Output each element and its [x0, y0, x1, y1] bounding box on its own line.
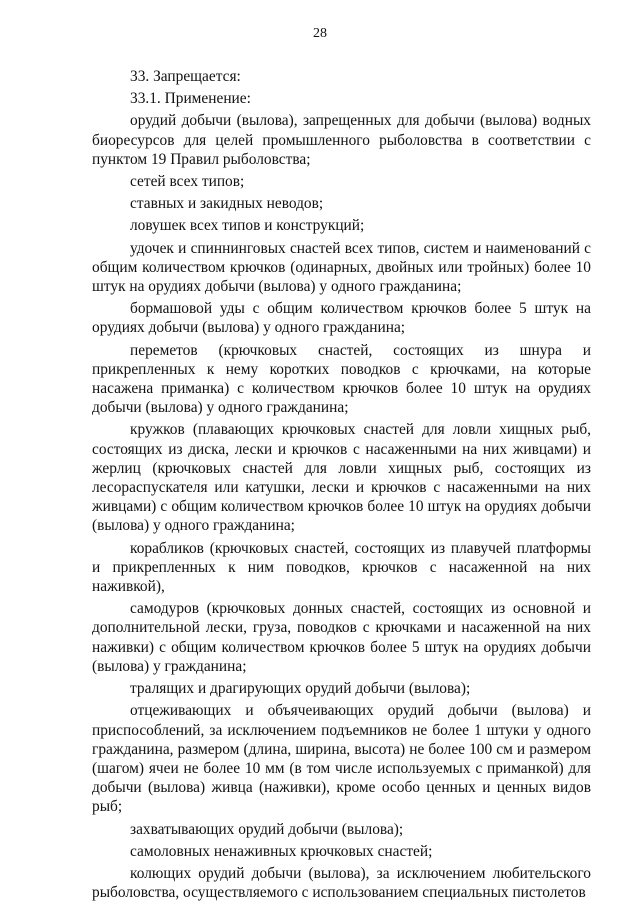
page-number: 28 [313, 26, 327, 41]
paragraph: отцеживающих и объячеивающих орудий добычи (вылова) и приспособлений, за исключением подъемников не более 1 штуки у одного гражданина, размером (длина, ширина, высота) не более 100 см и размером (шагом) ячеи не более 10 мм (в том числе используемых с приманкой) для добычи (вылова) живца (наживки), кроме особо ценных и ценных видов рыб; [92, 702, 591, 816]
paragraph: сетей всех типов; [130, 173, 245, 191]
paragraph: орудий добычи (вылова), запрещенных для добычи (вылова) водных биоресурсов для целей промышленного рыболовства в соответствии с пунктом 19 Правил рыболовства; [92, 112, 591, 168]
paragraph: самодуров (крючковых донных снастей, состоящих из основной и дополнительной лески, груза, поводков с крючками и насаженной на них наживки) с общим количеством крючков более 5 штук на орудиях добычи (вылова) у гражданина; [92, 600, 591, 675]
document-body [92, 67, 591, 902]
paragraph: ставных и закидных неводов; [130, 195, 324, 213]
paragraph: удочек и спиннинговых снастей всех типов, систем и наименований с общим количеством крючков (одинарных, двойных или тройных) более 10 штук на орудиях добычи (вылова) у одного гражданина; [92, 239, 591, 296]
subsection-heading-33-1: 33.1. Применение: [130, 90, 251, 108]
section-heading-33: 33. Запрещается: [130, 68, 241, 85]
paragraph: бормашовой уды с общим количеством крючков более 5 штук на орудиях добычи (вылова) у одного гражданина; [92, 300, 591, 337]
paragraph: корабликов (крючковых снастей, состоящих из плавучей платформы и прикрепленных к ним поводков, крючков с насаженной на них наживкой), [92, 539, 591, 596]
paragraph: тралящих и драгирующих орудий добычи (вылова); [130, 680, 471, 698]
paragraph: кружков (плавающих крючковых снастей для ловли хищных рыб, состоящих из диска, лески и крючков с насаженными на них живцами) и жерлиц (крючковых снастей для ловли хищных рыб, состоящих из лесораспускателя или катушки, лески и крючков с насаженными на них живцами) с общим количеством крючков более 10 штук на орудиях добычи (вылова) у одного гражданина; [92, 421, 591, 535]
paragraph: ловушек всех типов и конструкций; [130, 217, 365, 235]
paragraph: захватывающих орудий добычи (вылова); [130, 820, 404, 838]
paragraph: колющих орудий добычи (вылова), за исключением любительского рыболовства, осуществляемого с использованием специальных пистолетов [92, 864, 591, 902]
paragraph: переметов (крючковых снастей, состоящих из шнура и прикрепленных к нему коротких поводков с крючками, на которые насажена приманка) с количеством крючков более 10 штук на орудиях добычи (вылова) у одного гражданина; [92, 341, 591, 417]
paragraph: самоловных ненаживных крючковых снастей; [130, 842, 433, 860]
